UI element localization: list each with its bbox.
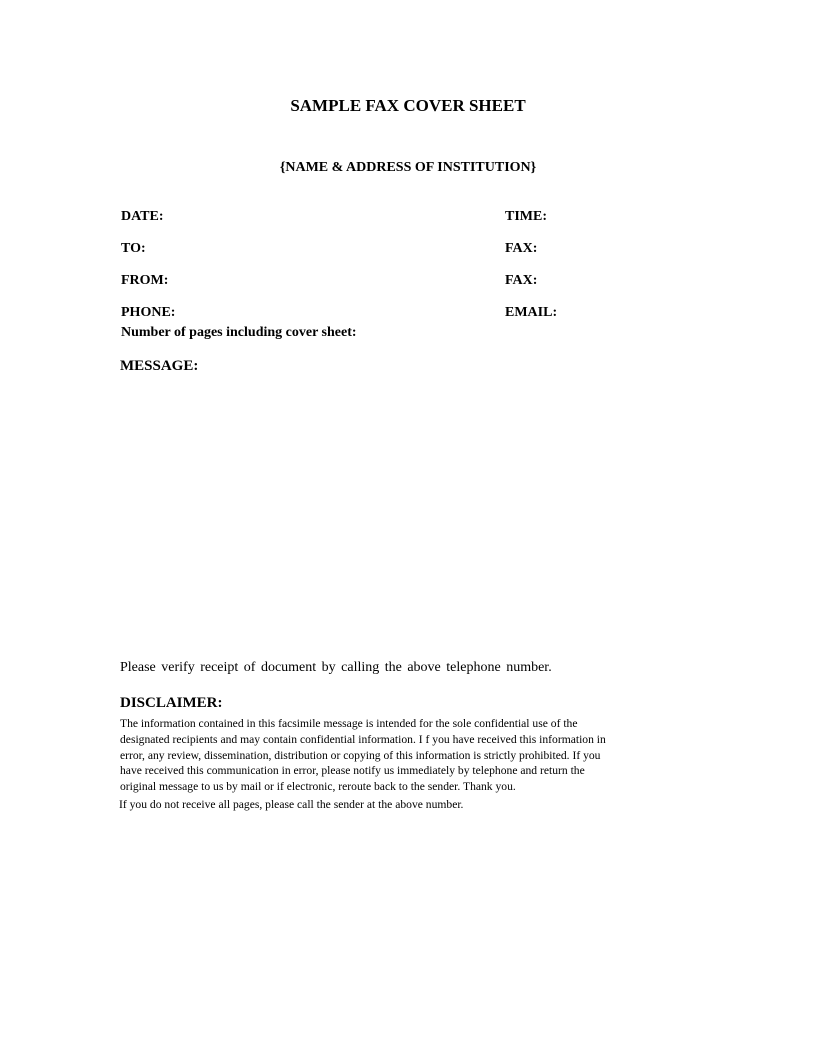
date-label: DATE:: [121, 209, 164, 224]
disclaimer-line: error, any review, dissemination, distribution or copying of this information is strictly prohibited. If you: [120, 748, 601, 762]
from-fax-label: FAX:: [505, 273, 538, 288]
from-label: FROM:: [121, 273, 169, 288]
verify-receipt-text: Please verify receipt of document by calling the above telephone number.: [120, 660, 552, 675]
pages-count-label: Number of pages including cover sheet:: [121, 325, 357, 340]
disclaimer-body: [120, 716, 690, 795]
time-label: TIME:: [505, 209, 547, 224]
disclaimer-label: DISCLAIMER:: [120, 695, 223, 711]
disclaimer-line: The information contained in this facsimile message is intended for the sole confidential use of the: [120, 717, 578, 730]
to-fax-label: FAX:: [505, 241, 538, 256]
missing-pages-note: If you do not receive all pages, please call the sender at the above number.: [119, 798, 464, 811]
page-title: SAMPLE FAX COVER SHEET: [290, 96, 526, 115]
email-label: EMAIL:: [505, 305, 558, 320]
disclaimer-line: original message to us by mail or if electronic, reroute back to the sender. Thank you.: [120, 780, 516, 794]
message-label: MESSAGE:: [120, 358, 199, 374]
phone-label: PHONE:: [121, 305, 176, 320]
to-label: TO:: [121, 241, 146, 256]
disclaimer-line: have received this communication in error, please notify us immediately by telephone and return the: [120, 764, 585, 778]
institution-placeholder: {NAME & ADDRESS OF INSTITUTION}: [279, 160, 537, 175]
disclaimer-line: designated recipients and may contain confidential information. I f you have received this information in: [120, 732, 606, 746]
